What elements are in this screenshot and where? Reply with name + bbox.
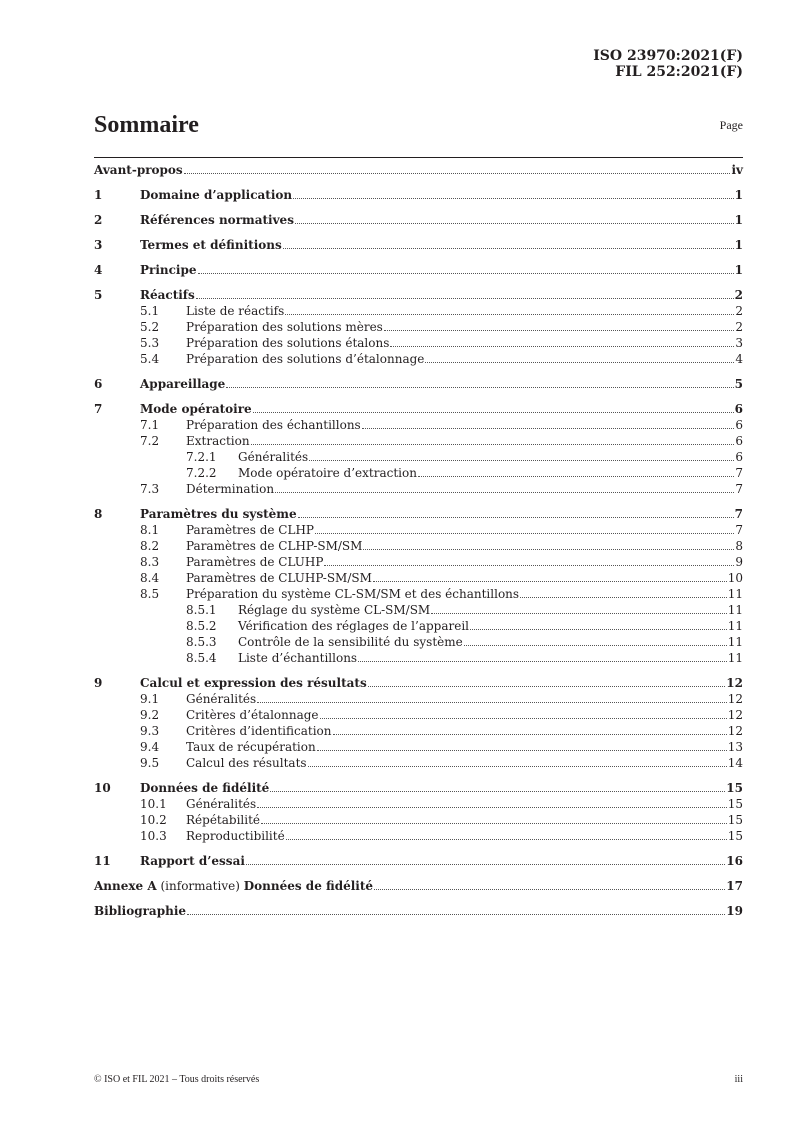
toc-entry-text: Répétabilité <box>186 813 261 827</box>
toc-entry-7-1[interactable] <box>94 417 743 433</box>
toc-entry-7-2-2[interactable] <box>94 465 743 481</box>
toc-entry-number: 8.3 <box>140 555 160 569</box>
toc-entry-page: 1 <box>734 213 743 227</box>
toc-entry-number: 3 <box>94 238 103 252</box>
toc-entry-number: 9.4 <box>140 740 160 754</box>
toc-entry-annex-a[interactable] <box>94 878 743 894</box>
toc-entry-text: Généralités <box>186 797 257 811</box>
toc-entry-7[interactable] <box>94 401 743 417</box>
toc-entry-8-5-2[interactable] <box>94 618 743 634</box>
toc-entry-text: Données de fidélité <box>140 781 270 795</box>
toc-entry-number: 8.1 <box>140 523 160 537</box>
toc-entry-text: Préparation des solutions mères <box>186 320 383 334</box>
toc-entry-text: Vérification des réglages de l’appareil <box>238 619 470 633</box>
toc-entry-text: Principe <box>140 263 197 277</box>
toc-entry-8-2[interactable] <box>94 538 743 554</box>
toc-entry-text: Mode opératoire <box>140 402 252 416</box>
toc-entry-text: Extraction <box>186 434 250 448</box>
page-title: Sommaire <box>94 112 199 138</box>
toc-entry-page: 15 <box>727 829 743 843</box>
toc-entry-page: 7 <box>735 523 743 537</box>
toc-entry-text: Mode opératoire d’extraction <box>238 466 417 480</box>
toc-entry-5-2[interactable] <box>94 319 743 335</box>
toc-entry-page: 6 <box>734 402 743 416</box>
toc-entry-page: 2 <box>734 288 743 302</box>
toc-entry-page: 16 <box>726 854 743 868</box>
toc-entry-9-4[interactable] <box>94 739 743 755</box>
toc-entry-8-5-3[interactable] <box>94 634 743 650</box>
toc-entry-11[interactable] <box>94 853 743 869</box>
toc-entry-number: 10.1 <box>140 797 167 811</box>
toc-entry-number: 8 <box>94 507 103 521</box>
toc-entry-number: 8.5.1 <box>186 603 217 617</box>
toc-entry-page: 2 <box>735 304 743 318</box>
toc-entry-number: 2 <box>94 213 103 227</box>
toc-entry-page: 11 <box>727 651 743 665</box>
footer-copyright: © ISO et FIL 2021 – Tous droits réservés <box>94 1074 260 1085</box>
toc-entry-text: Paramètres de CLHP-SM/SM <box>186 539 363 553</box>
toc-entry-number: 5 <box>94 288 103 302</box>
toc-entry-page: 15 <box>727 797 743 811</box>
toc-entry-number: 5.3 <box>140 336 160 350</box>
toc-entry-number: 5.2 <box>140 320 160 334</box>
toc-entry-text: Liste d’échantillons <box>238 651 358 665</box>
toc-entry-page: 6 <box>735 434 743 448</box>
toc-entry-text: Préparation du système CL-SM/SM et des échantillons <box>186 587 520 601</box>
toc-entry-page: 13 <box>727 740 743 754</box>
toc-entry-text: Taux de récupération <box>186 740 316 754</box>
toc-entry-text: Bibliographie <box>94 904 187 918</box>
toc-entry-text: Détermination <box>186 482 275 496</box>
toc-entry-text: Préparation des solutions d’étalonnage <box>186 352 425 366</box>
toc-entry-page: 1 <box>734 263 743 277</box>
toc-entry-page: 11 <box>727 603 743 617</box>
toc-entry-10-3[interactable] <box>94 828 743 844</box>
toc-entry-number: 4 <box>94 263 103 277</box>
toc-entry-text: Termes et définitions <box>140 238 282 252</box>
toc-entry-3[interactable] <box>94 237 743 253</box>
toc-entry-page: 15 <box>727 813 743 827</box>
toc-entry-text: Reproductibilité <box>186 829 285 843</box>
toc-entry-number: 7.2.2 <box>186 466 217 480</box>
toc-entry-text: Préparation des solutions étalons <box>186 336 390 350</box>
toc-entry-number: 9.1 <box>140 692 160 706</box>
toc-entry-page: 5 <box>734 377 743 391</box>
toc-entry-number: 7.1 <box>140 418 160 432</box>
toc-entry-9-3[interactable] <box>94 723 743 739</box>
toc-entry-page: 3 <box>735 336 743 350</box>
toc-entry-number: 9.3 <box>140 724 160 738</box>
toc-entry-page: 8 <box>735 539 743 553</box>
toc-entry-8-4[interactable] <box>94 570 743 586</box>
table-of-contents <box>94 154 743 919</box>
toc-entry-page: 12 <box>726 676 743 690</box>
toc-entry-8-5-1[interactable] <box>94 602 743 618</box>
toc-entry-text: Paramètres du système <box>140 507 297 521</box>
toc-entry-number: 5.1 <box>140 304 160 318</box>
toc-entry-avant-propos[interactable] <box>94 162 743 178</box>
toc-entry-page: 7 <box>735 482 743 496</box>
toc-entry-page: 12 <box>727 692 743 706</box>
toc-entry-1[interactable] <box>94 187 743 203</box>
toc-entry-number: 8.5.4 <box>186 651 217 665</box>
toc-entry-9-2[interactable] <box>94 707 743 723</box>
toc-entry-8-3[interactable] <box>94 554 743 570</box>
toc-entry-number: 10.3 <box>140 829 167 843</box>
toc-entry-page: 6 <box>735 418 743 432</box>
toc-entry-page: 12 <box>727 708 743 722</box>
toc-entry-text: Préparation des échantillons <box>186 418 361 432</box>
toc-entry-page: iv <box>731 163 743 177</box>
toc-entry-9-1[interactable] <box>94 691 743 707</box>
toc-entry-text: Réactifs <box>140 288 195 302</box>
toc-entry-text: Contrôle de la sensibilité du système <box>238 635 463 649</box>
annex-kind: (informative) <box>160 879 240 893</box>
toc-entry-7-3[interactable] <box>94 481 743 497</box>
toc-entry-page: 9 <box>735 555 743 569</box>
toc-entry-number: 8.2 <box>140 539 160 553</box>
toc-entry-8-5[interactable] <box>94 586 743 602</box>
toc-entry-page: 1 <box>734 238 743 252</box>
toc-entry-number: 11 <box>94 854 111 868</box>
toc-entry-5-4[interactable] <box>94 351 743 367</box>
toc-entry-page: 19 <box>726 904 743 918</box>
toc-entry-7-2-1[interactable] <box>94 449 743 465</box>
toc-entry-text: Références normatives <box>140 213 294 227</box>
toc-entry-number: 7 <box>94 402 103 416</box>
toc-entry-number: 9 <box>94 676 103 690</box>
toc-entry-text: Liste de réactifs <box>186 304 285 318</box>
divider <box>94 157 743 158</box>
toc-entry-8[interactable] <box>94 506 743 522</box>
toc-entry-5-1[interactable] <box>94 303 743 319</box>
toc-entry-number: 6 <box>94 377 103 391</box>
toc-entry-number: 5.4 <box>140 352 160 366</box>
toc-entry-10-1[interactable] <box>94 796 743 812</box>
toc-entry-number: 7.3 <box>140 482 160 496</box>
toc-entry-number: 8.4 <box>140 571 160 585</box>
toc-entry-page: 12 <box>727 724 743 738</box>
toc-entry-page: 2 <box>735 320 743 334</box>
toc-entry-text: Avant-propos <box>94 163 183 177</box>
toc-entry-text: Généralités <box>238 450 309 464</box>
toc-entry-page: 6 <box>735 450 743 464</box>
toc-entry-4[interactable] <box>94 262 743 278</box>
toc-entry-number: 7.2 <box>140 434 160 448</box>
toc-entry-9-5[interactable] <box>94 755 743 771</box>
toc-entry-number: 9.2 <box>140 708 160 722</box>
toc-entry-5[interactable] <box>94 287 743 303</box>
standard-number-iso: ISO 23970:2021(F) <box>593 48 743 64</box>
toc-entry-text: Réglage du système CL-SM/SM <box>238 603 431 617</box>
document-header <box>593 48 743 80</box>
toc-entry-number: 8.5.3 <box>186 635 217 649</box>
annex-label: Annexe A <box>94 879 157 893</box>
toc-entry-number: 7.2.1 <box>186 450 217 464</box>
toc-entry-text: Critères d’identification <box>186 724 332 738</box>
toc-entry-text: Paramètres de CLHP <box>186 523 314 537</box>
toc-entry-text: Paramètres de CLUHP-SM/SM <box>186 571 372 585</box>
toc-entry-5-3[interactable] <box>94 335 743 351</box>
toc-entry-text: Domaine d’application <box>140 188 293 202</box>
toc-entry-page: 11 <box>727 635 743 649</box>
toc-entry-8-1[interactable] <box>94 522 743 538</box>
toc-entry-page: 11 <box>727 587 743 601</box>
toc-entry-6[interactable] <box>94 376 743 392</box>
toc-entry-8-5-4[interactable] <box>94 650 743 666</box>
toc-entry-number: 8.5.2 <box>186 619 217 633</box>
toc-entry-page: 10 <box>727 571 743 585</box>
toc-entry-page: 7 <box>734 507 743 521</box>
toc-entry-number: 1 <box>94 188 103 202</box>
toc-entry-number: 9.5 <box>140 756 160 770</box>
toc-entry-10[interactable] <box>94 780 743 796</box>
toc-entry-page: 11 <box>727 619 743 633</box>
standard-number-fil: FIL 252:2021(F) <box>615 64 743 80</box>
toc-entry-page: 7 <box>735 466 743 480</box>
toc-entry-page: 1 <box>734 188 743 202</box>
toc-entry-page: 14 <box>727 756 743 770</box>
toc-entry-text: Généralités <box>186 692 257 706</box>
toc-entry-9[interactable] <box>94 675 743 691</box>
footer-page-number: iii <box>734 1074 743 1085</box>
toc-entry-2[interactable] <box>94 212 743 228</box>
toc-entry-bibliographie[interactable] <box>94 903 743 919</box>
toc-entry-number: 10 <box>94 781 111 795</box>
toc-entry-7-2[interactable] <box>94 433 743 449</box>
toc-entry-page: 15 <box>726 781 743 795</box>
toc-entry-text: Calcul des résultats <box>186 756 307 770</box>
toc-entry-text: Données de fidélité <box>243 879 374 893</box>
toc-entry-10-2[interactable] <box>94 812 743 828</box>
toc-entry-text: Calcul et expression des résultats <box>140 676 367 690</box>
page-column-label: Page <box>719 118 743 132</box>
toc-entry-text: Paramètres de CLUHP <box>186 555 324 569</box>
toc-entry-text: Critères d’étalonnage <box>186 708 319 722</box>
toc-entry-page: 4 <box>735 352 743 366</box>
toc-entry-page: 17 <box>726 879 743 893</box>
toc-entry-number: 10.2 <box>140 813 167 827</box>
toc-entry-number: 8.5 <box>140 587 160 601</box>
toc-entry-text: Appareillage <box>140 377 226 391</box>
toc-entry-text: Rapport d’essai <box>140 854 245 868</box>
